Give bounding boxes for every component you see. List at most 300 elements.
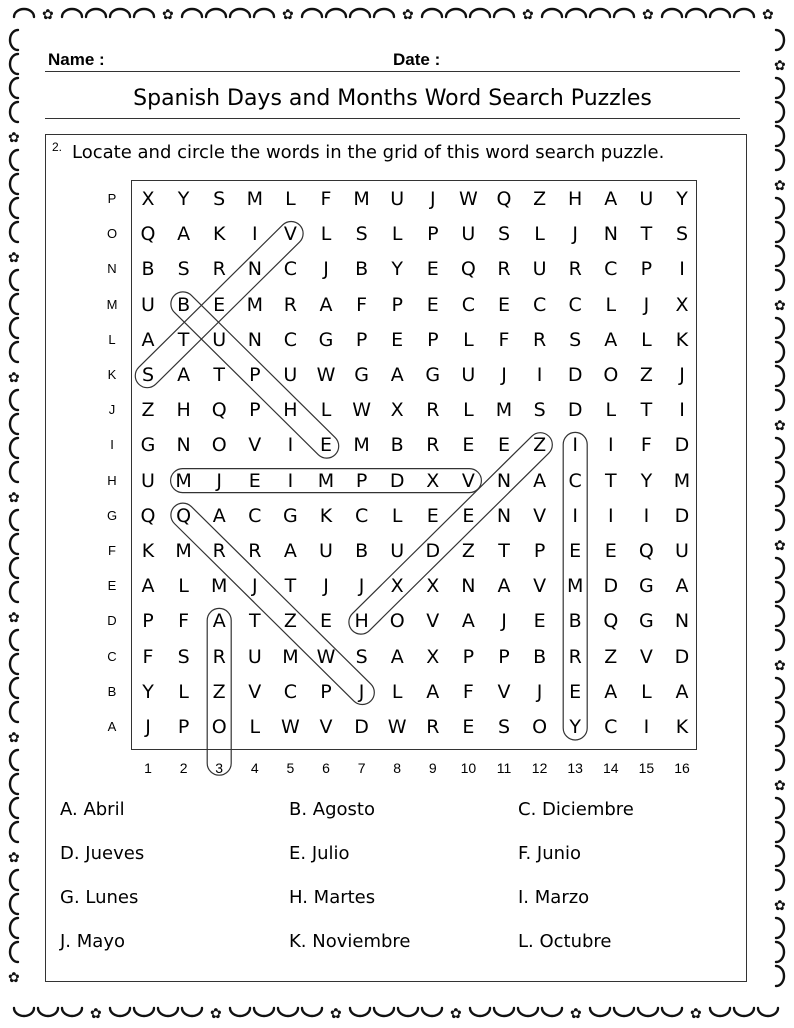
grid-letter: O [389,610,405,633]
grid-letter: J [145,716,151,738]
grid-letter: S [497,223,511,246]
grid-letter: R [497,258,511,281]
grid-letter: B [355,258,369,281]
grid-letter: F [462,680,474,703]
grid-letter: C [354,504,369,527]
row-label: O [106,226,118,242]
row-label: N [107,261,117,277]
grid-letter: Q [176,504,192,527]
grid-letter: M [210,575,228,598]
grid-letter: V [283,223,297,246]
grid-letter: E [391,328,404,351]
grid-letter: D [354,716,369,738]
grid-letter: R [212,645,226,668]
grid-letter: L [320,223,332,246]
flower-icon: ✿ [282,7,294,23]
flower-icon: ✿ [774,178,786,194]
row-label: P [107,191,117,206]
flower-icon: ✿ [774,658,786,674]
word-list-item: D. Jueves [60,843,145,864]
grid-letter: K [675,328,689,351]
grid-letter: V [533,504,547,527]
grid-letter: U [675,540,689,562]
flower-icon: ✿ [8,850,20,866]
grid-letter: M [175,540,192,562]
grid-letter: Z [533,434,547,457]
grid-letter: J [251,575,258,598]
grid-letter: S [213,188,226,210]
grid-letter: P [533,540,546,562]
grid-letter: T [284,575,297,598]
grid-letter: G [639,610,654,633]
grid-letter: N [603,223,618,246]
grid-letter: I [287,434,294,457]
grid-letter: U [141,293,155,316]
grid-letter: X [426,645,440,668]
grid-letter: I [679,399,685,422]
grid-letter: R [426,716,440,738]
grid-letter: R [212,540,226,562]
grid-letter: S [533,399,546,422]
grid-letter: Y [391,258,403,281]
grid-letter: D [567,399,583,422]
grid-letter: Y [676,188,688,210]
grid-letter: E [569,680,582,703]
grid-letter: A [426,680,440,703]
grid-letter: H [176,399,191,422]
grid-letter: J [536,680,543,703]
grid-letter: A [675,680,689,703]
grid-letter: R [426,434,440,457]
grid-letter: L [605,399,617,422]
grid-letter: T [640,223,653,246]
grid-letter: S [569,328,582,351]
grid-letter: C [248,504,262,527]
flower-icon: ✿ [330,1006,342,1022]
word-list-item: G. Lunes [60,887,139,908]
grid-letter: F [178,610,190,633]
grid-letter: V [461,469,475,492]
grid-letter: W [316,645,336,668]
row-label: J [108,402,116,418]
grid-letter: E [248,469,261,492]
grid-letter: P [640,258,653,281]
grid-letter: B [533,645,547,668]
grid-letter: J [323,575,329,598]
grid-letter: U [319,540,333,562]
flower-icon: ✿ [210,1006,222,1022]
row-label: F [108,543,116,558]
grid-letter: E [319,610,332,633]
name-label: Name : [48,50,105,69]
row-label: H [107,472,117,488]
row-label: E [107,578,117,594]
grid-letter: U [212,328,227,351]
word-list-item: A. Abril [60,799,125,820]
grid-letter: L [605,293,617,316]
question-instruction: Locate and circle the words in the grid of this word search puzzle. [72,142,665,163]
grid-letter: C [568,293,582,316]
grid-letter: V [319,716,333,738]
word-list-item: K. Noviembre [289,931,411,952]
grid-letter: U [532,258,547,281]
grid-letter: P [177,716,190,738]
grid-letter: K [141,540,155,562]
grid-letter: A [604,188,618,210]
grid-letter: B [141,258,155,281]
grid-letter: H [354,610,369,633]
grid-letter: E [426,258,439,281]
grid-letter: L [641,328,652,351]
grid-letter: L [391,223,403,246]
grid-letter: Q [140,223,156,246]
grid-letter: A [675,575,689,598]
row-label: I [110,437,114,453]
grid-letter: D [603,575,619,598]
grid-letter: H [568,188,583,210]
column-label: 13 [567,760,583,776]
grid-letter: C [283,680,298,703]
word-list-item: B. Agosto [289,799,375,820]
grid-letter: D [674,434,690,457]
grid-letter: A [604,680,618,703]
flower-icon: ✿ [8,130,20,146]
column-label: 12 [531,760,548,776]
flower-icon: ✿ [450,1006,462,1022]
grid-letter: Z [141,399,155,422]
grid-letter: A [212,610,226,633]
column-label: 15 [638,760,655,776]
word-list-item: H. Martes [289,887,376,908]
grid-letter: V [533,575,547,598]
grid-letter: P [142,610,154,633]
flower-icon: ✿ [162,7,174,23]
column-label: 5 [286,760,295,776]
grid-letter: R [283,293,297,316]
grid-letter: K [319,504,333,527]
grid-letter: L [534,223,545,246]
grid-letter: Q [638,540,654,562]
grid-letter: U [141,469,155,492]
grid-letter: B [355,540,369,562]
grid-letter: M [282,645,299,668]
grid-letter: P [249,364,261,386]
grid-letter: A [604,328,618,351]
grid-letter: T [498,540,510,562]
grid-letter: R [568,645,582,668]
column-label: 7 [357,760,366,776]
grid-letter: V [248,434,262,457]
grid-letter: V [639,645,653,668]
grid-letter: Q [603,610,619,633]
grid-letter: M [175,469,192,492]
grid-letter: Z [212,680,226,703]
grid-letter: Q [496,188,512,210]
grid-letter: A [141,575,155,598]
grid-letter: C [568,469,582,492]
grid-letter: I [536,364,543,386]
grid-letter: L [641,680,652,703]
grid-letter: T [213,364,225,386]
grid-letter: A [461,610,475,633]
grid-letter: J [501,364,507,386]
grid-letter: I [287,469,294,492]
grid-letter: W [387,716,407,738]
row-label: L [108,331,116,347]
grid-letter: B [568,610,582,633]
column-label: 9 [428,760,437,776]
grid-letter: Y [640,469,653,492]
grid-letter: P [427,328,439,351]
grid-letter: L [463,328,474,351]
page-title: Spanish Days and Months Word Search Puzzles [133,86,652,111]
grid-letter: M [353,434,370,457]
grid-letter: U [461,364,476,386]
word-circle-martes [166,498,379,709]
grid-letter: B [177,293,191,316]
grid-letter: E [569,540,582,562]
grid-letter: J [643,293,650,316]
grid-letter: K [212,223,226,246]
column-label: 6 [322,760,330,776]
row-label: A [107,719,117,734]
grid-letter: Q [140,504,156,527]
grid-letter: X [426,469,440,492]
grid-letter: O [603,364,619,386]
flower-icon: ✿ [8,490,20,506]
grid-letter: M [317,469,335,492]
grid-letter: A [212,504,226,527]
question-number: 2. [52,140,63,154]
grid-letter: I [251,223,258,246]
grid-letter: D [674,504,690,527]
grid-letter: G [140,434,156,457]
grid-letter: G [639,575,654,598]
grid-letter: Z [533,188,547,210]
grid-letter: K [675,716,689,738]
word-list-item: I. Marzo [518,887,590,908]
grid-letter: L [178,575,189,598]
word-list-item: L. Octubre [518,931,612,952]
grid-letter: E [213,293,226,316]
grid-letter: J [501,610,507,633]
column-label: 4 [250,760,259,776]
grid-letter: S [355,223,368,246]
flower-icon: ✿ [402,7,414,23]
word-list-item: J. Mayo [60,931,125,952]
row-label: B [107,683,117,699]
column-label: 14 [603,760,619,776]
grid-letter: S [177,645,190,668]
grid-letter: Z [461,540,475,562]
grid-letter: P [320,680,332,703]
row-label: M [106,296,118,312]
grid-letter: G [425,364,441,386]
grid-letter: E [497,293,510,316]
grid-letter: M [246,293,263,316]
flower-icon: ✿ [522,7,534,23]
grid-letter: T [248,610,261,633]
date-label: Date : [393,50,441,69]
grid-letter: N [247,328,262,351]
grid-letter: A [177,364,191,386]
grid-letter: T [177,328,190,351]
grid-letter: U [247,645,262,668]
flower-icon: ✿ [774,58,786,74]
grid-letter: D [567,364,583,386]
grid-letter: X [141,188,155,210]
grid-letter: W [458,188,478,210]
grid-letter: R [426,399,440,422]
grid-letter: L [391,680,403,703]
grid-letter: U [390,188,405,210]
grid-letter: E [604,540,617,562]
grid-letter: E [426,504,439,527]
grid-letter: N [496,504,512,527]
grid-letter: T [640,399,653,422]
grid-letter: R [568,258,582,281]
flower-icon: ✿ [774,418,786,434]
grid-letter: S [497,716,511,738]
grid-letter: U [390,540,405,562]
grid-letter: L [249,716,261,738]
grid-letter: G [318,328,334,351]
grid-letter: F [320,188,332,210]
grid-letter: A [141,328,155,351]
word-circle-noviembre [171,469,482,493]
grid-letter: Z [604,645,618,668]
word-list-item: F. Junio [518,843,582,864]
grid-letter: E [426,293,439,316]
grid-letter: M [566,575,584,598]
grid-letter: L [285,188,296,210]
grid-letter: E [319,434,332,457]
column-label: 11 [496,760,512,776]
grid-letter: L [463,399,474,422]
flower-icon: ✿ [774,778,786,794]
grid-letter: S [141,364,155,386]
grid-letter: A [319,293,333,316]
grid-letter: U [461,223,476,246]
grid-letter: C [532,293,547,316]
grid-letter: J [429,188,436,210]
word-list-item: E. Julio [289,843,350,864]
grid-letter: J [358,680,365,703]
grid-letter: P [355,328,368,351]
grid-letter: M [353,188,370,210]
grid-letter: T [604,469,617,492]
grid-letter: A [497,575,511,598]
grid-letter: Z [639,364,653,386]
grid-letter: L [178,680,189,703]
grid-letter: W [280,716,300,738]
grid-letter: M [673,469,691,492]
grid-letter: P [391,293,403,316]
grid-letter: X [426,575,440,598]
flower-icon: ✿ [774,298,786,314]
flower-icon: ✿ [8,730,20,746]
grid-letter: V [426,610,440,633]
grid-letter: G [283,504,298,527]
column-label: 16 [674,760,690,776]
grid-letter: N [674,610,690,633]
grid-letter: I [643,504,650,527]
grid-letter: G [354,364,369,386]
flower-icon: ✿ [90,1006,102,1022]
column-label: 3 [215,760,224,776]
word-circle-jueves [344,428,557,639]
grid-letter: M [495,399,513,422]
grid-letter: L [391,504,403,527]
flower-icon: ✿ [570,1006,582,1022]
grid-letter: E [462,504,475,527]
grid-letter: J [358,575,365,598]
row-label: C [107,648,117,664]
grid-letter: F [356,293,368,316]
row-label: G [106,507,118,523]
row-label: D [107,613,117,629]
grid-letter: O [532,716,548,738]
grid-letter: M [246,188,263,210]
grid-letter: N [247,258,262,281]
grid-letter: S [355,645,368,668]
grid-letter: I [572,504,578,527]
word-circle-libra [130,217,308,393]
grid-letter: F [142,645,154,668]
grid-letter: W [352,399,371,422]
grid-letter: X [675,293,689,316]
grid-letter: I [679,258,685,281]
word-circle-diciembre [563,432,587,740]
grid-letter: L [320,399,332,422]
grid-letter: R [532,328,547,351]
flower-icon: ✿ [8,970,20,986]
grid-letter: U [639,188,654,210]
grid-letter: A [390,645,404,668]
grid-letter: A [533,469,547,492]
grid-letter: Z [283,610,297,633]
grid-letter: B [390,434,404,457]
grid-letter: Y [177,188,190,210]
grid-letter: N [176,434,191,457]
column-label: 2 [179,760,188,776]
flower-icon: ✿ [774,538,786,554]
grid-letter: E [497,434,510,457]
grid-letter: D [674,645,690,668]
flower-icon: ✿ [42,7,54,23]
grid-letter: Q [211,399,227,422]
grid-letter: A [177,223,191,246]
grid-letter: P [249,399,261,422]
grid-letter: C [604,716,618,738]
grid-letter: P [498,645,510,668]
grid-letter: C [461,293,476,316]
grid-letter: Y [569,716,581,738]
grid-letter: X [390,575,404,598]
grid-letter: J [323,258,329,281]
flower-icon: ✿ [8,370,20,386]
column-label: 10 [460,760,477,776]
grid-letter: C [283,328,298,351]
grid-letter: I [607,434,614,457]
flower-icon: ✿ [642,7,654,23]
grid-letter: J [679,364,685,386]
grid-letter: V [248,680,262,703]
column-label: 1 [144,760,152,776]
column-label: 8 [393,760,402,776]
grid-letter: E [533,610,546,633]
grid-letter: R [248,540,262,562]
